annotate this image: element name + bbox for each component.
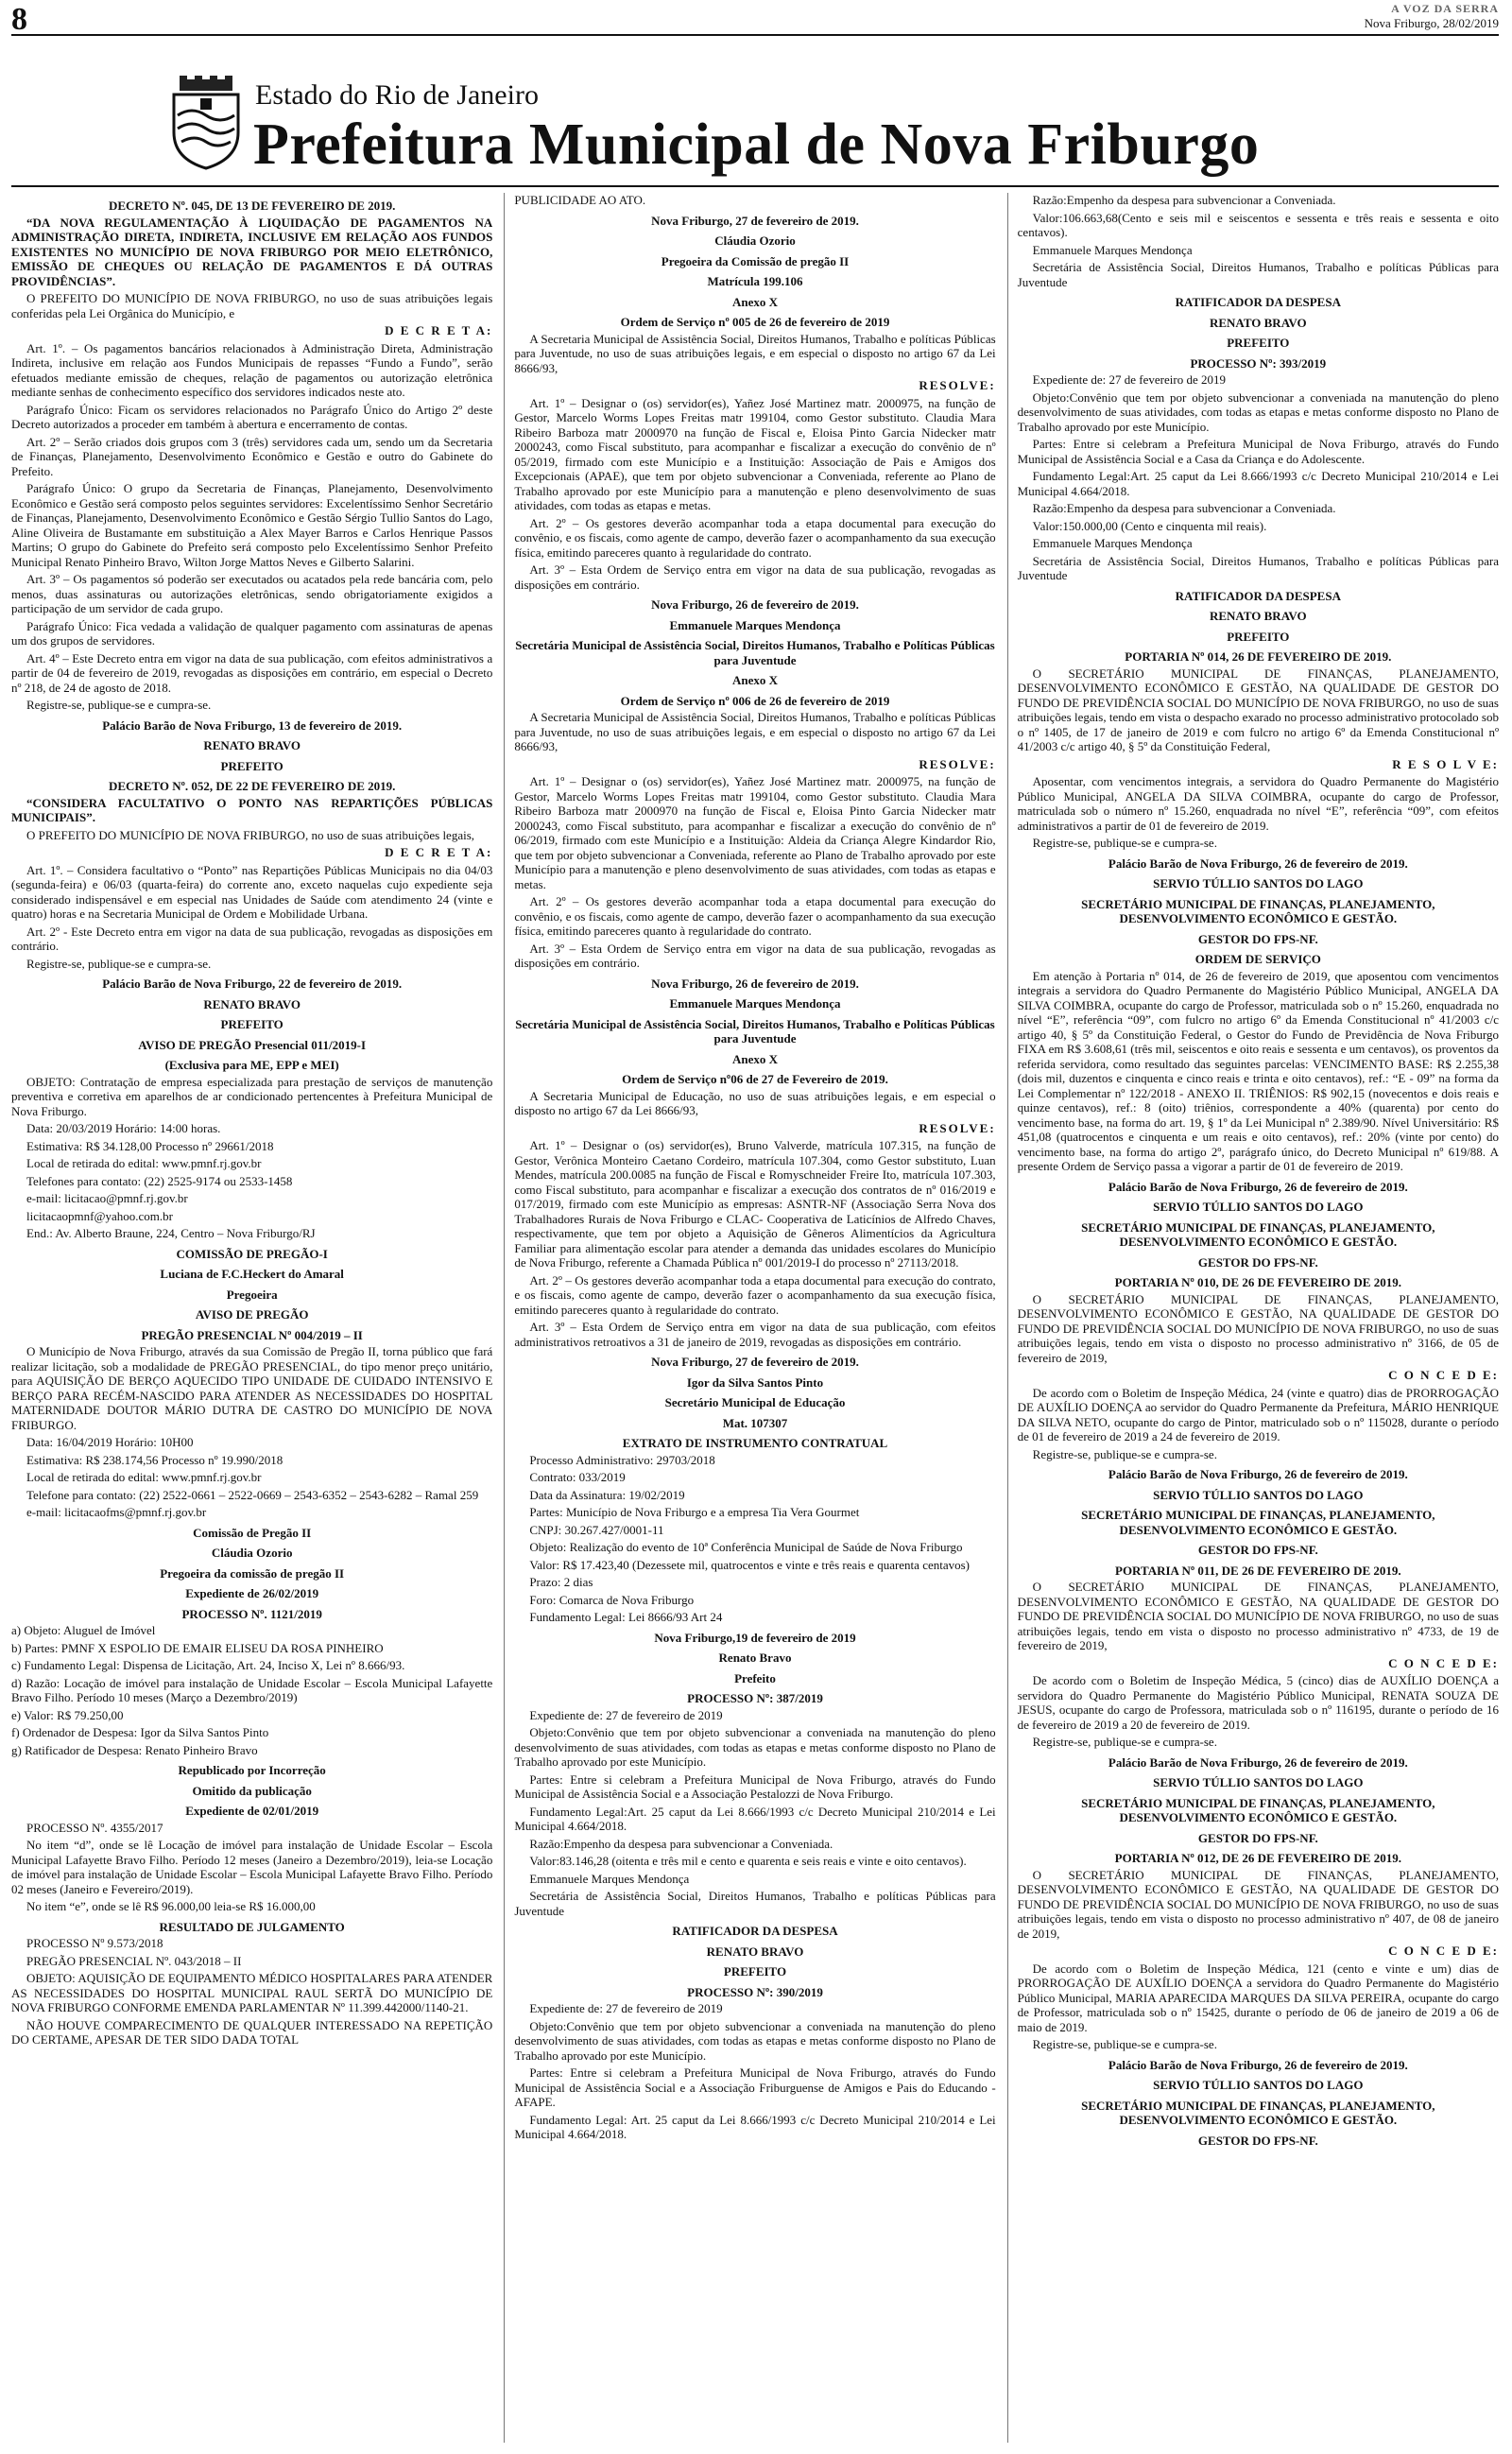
heading-line: D E C R E T A: [385,845,493,859]
heading-line: Emmanuele Marques Mendonça [669,617,841,632]
heading-line: Igor da Silva Santos Pinto [686,1374,824,1390]
paragraph: Art. 3º – Esta Ordem de Serviço entra em vigor na data de sua publicação, revogadas as disposições em contrário. [514,941,996,970]
paragraph: Objeto:Convênio que tem por objeto subvencionar a conveniada na manutenção do pleno desenvolvimento de suas atividades, com todas as etapas e metas conforme disposto no Plano de Trabalho aprovado por este Município. [514,2018,996,2063]
heading-line: SECRETÁRIO MUNICIPAL DE FINANÇAS, PLANEJAMENTO, DESENVOLVIMENTO ECONÔMICO E GESTÃO. [1081,2098,1435,2127]
heading-line: GESTOR DO FPS-NF. [1197,1543,1318,1557]
paragraph: Registre-se, publique-se e cumpra-se. [1032,2037,1217,2051]
paragraph: e-mail: licitacaofms@pmnf.rj.gov.br [26,1505,207,1519]
heading-line: PROCESSO Nº. 1121/2019 [181,1606,322,1621]
heading-line: Anexo X [731,673,778,687]
columns [11,193,1499,2443]
heading-line: D E C R E T A: [385,323,493,337]
paragraph: De acordo com o Boletim de Inspeção Médica, 121 (cento e vinte e um) dias de PRORROGAÇÃO DE AUXÍLIO DOENÇA a servidora do Quadro Permanente do Magistério Público Municipal, MARIA APARECIDA MARQUES DA SILVA PEREIRA, ocupante do cargo de Professor, matriculada sob o nº 15425, durante o período de 06 de janeiro de 2019 a 06 de maio de 2019. [1017,1961,1499,2034]
paragraph: e-mail: licitacao@pmnf.rj.gov.br [26,1191,188,1205]
paragraph: A Secretaria Municipal de Assistência Social, Direitos Humanos, Trabalho e políticas Públicas para Juventude, no uso de suas atribuições legais, e em especial o disposto no artigo 67 da Lei 8666/93, [514,710,996,753]
coat-of-arms-icon [168,76,244,170]
heading-line: Palácio Barão de Nova Friburgo, 26 de fevereiro de 2019. [1108,855,1408,871]
heading-line: SERVIO TÚLLIO SANTOS DO LAGO [1153,1775,1364,1789]
heading-line: Mat. 107307 [722,1415,788,1430]
paragraph: Art. 2º – Os gestores deverão acompanhar toda a etapa documental para execução do contrato, e os fiscais, como agente de campo, deverão fazer o acompanhamento da sua execução física, emitindo pareceres quanto à regularidade do contrato. [514,1272,996,1317]
paragraph: Art. 4º – Este Decreto entra em vigor na data de sua publicação, com efeitos administrativos a partir de 04 de fevereiro de 2019, revogadas as disposições em contrário, em especial o Decreto nº 218, de 24 de agosto de 2018. [11,650,493,695]
paragraph: Partes: Entre si celebram a Prefeitura Municipal de Nova Friburgo, através do Fundo Municipal de Assistência Social e a Associação Pestalozzi de Nova Friburgo. [514,1771,996,1801]
paragraph: PROCESSO Nº. 4355/2017 [26,1820,163,1835]
paragraph: O PREFEITO DO MUNICÍPIO DE NOVA FRIBURGO, no uso de suas atribuições legais conferidas pela Lei Orgânica do Município, e [11,291,493,320]
paragraph: Art. 1º – Designar o (os) servidor(es), Bruno Valverde, matrícula 107.315, na função de Gestor, Verônica Monteiro Caetano Cordeiro, matrícula 107.304, como Gestor substituto, Luan Mendes, matrícula 200.0085 na função de Fiscal e Romyschneider Freire Ito, matrícula 107.303, como Fiscal substituto, para acompanhar e fiscalizar a execução dos contratos de nº 016/2019 e 017/2019, firmado com este Município as empresas: ASNTR-NF (Associação Serra Nova dos Trabalhadores Rurais de Nova Friburgo e CLAC- Cooperativa de Laticínios de Alfredo Chaves, respectivamente, que tem por objeto a Aquisição de Gêneros Alimentícios da Agricultura Familiar para alimentação escolar para atender a demanda das unidades escolares do Município de Nova Friburgo, referente a Chamada Pública nº 001/2019-I do processo nº 27113/2018. [514,1138,996,1270]
paragraph: De acordo com o Boletim de Inspeção Médica, 5 (cinco) dias de AUXÍLIO DOENÇA a servidora do Quadro Permanente do Magistério Público Municipal, RENATA SOUZA DE JESUS, ocupante do cargo de Professora, matriculada sob o nº 116195, durante o período de 16 de fevereiro de 2019 a 20 de fevereiro de 2019. [1017,1673,1499,1732]
heading-line: Nova Friburgo, 26 de fevereiro de 2019. [651,597,859,612]
paragraph: e) Valor: R$ 79.250,00 [11,1707,124,1722]
heading-line: PORTARIA Nº 014, 26 DE FEVEREIRO DE 2019. [1125,649,1392,664]
heading-line: AVISO DE PREGÃO Presencial 011/2019-I [138,1037,367,1052]
paragraph: Telefones para contato: (22) 2525-9174 ou 2533-1458 [26,1173,293,1188]
heading-line: RENATO BRAVO [1209,609,1307,623]
paragraph: Local de retirada do edital: www.pmnf.rj.gov.br [26,1470,262,1484]
paragraph: Telefone para contato: (22) 2522-0661 – 2522-0669 – 2543-6352 – 2543-6282 – Ramal 259 [26,1487,479,1502]
heading-line: C O N C E D E: [1388,1655,1499,1670]
paragraph: A Secretaria Municipal de Educação, no uso de suas atribuições legais, e em especial o disposto no artigo 67 da Lei 8666/93, [514,1088,996,1117]
heading-line: PORTARIA Nº 010, DE 26 DE FEVEREIRO DE 2019. [1114,1275,1401,1289]
heading-line: Prefeito [734,1670,776,1685]
heading-line: GESTOR DO FPS-NF. [1197,1830,1318,1845]
heading-line: Nova Friburgo,19 de fevereiro de 2019 [654,1630,856,1645]
heading-line: Anexo X [731,1051,778,1066]
heading-line: Nova Friburgo, 27 de fevereiro de 2019. [651,213,859,228]
heading-line: Ordem de Serviço nº 006 de 26 de fevereiro de 2019 [620,693,890,708]
heading-line: Omitido da publicação [192,1783,312,1798]
heading-line: RENATO BRAVO [1209,315,1307,330]
paragraph: Razão:Empenho da despesa para subvencionar a Conveniada. [1032,193,1336,207]
paragraph: Expediente de: 27 de fevereiro de 2019 [529,1707,723,1722]
heading-line: Palácio Barão de Nova Friburgo, 13 de fevereiro de 2019. [102,717,403,733]
header-rule [11,185,1499,187]
paragraph: Art. 2º – Os gestores deverão acompanhar toda a etapa documental para execução do convênio, e os fiscais, como agente de campo, deverão fazer o acompanhamento da sua execução física, emitindo pareceres quanto à regularidade do contrato. [514,894,996,938]
state-name: Estado do Rio de Janeiro [255,79,539,111]
paragraph: Emmanuele Marques Mendonça [1032,242,1193,257]
paragraph: Secretária de Assistência Social, Direitos Humanos, Trabalho e políticas Públicas para Juventude [514,1889,996,1918]
heading-line: Palácio Barão de Nova Friburgo, 26 de fevereiro de 2019. [1108,1754,1408,1770]
paragraph: Valor: R$ 17.423,40 (Dezessete mil, quatrocentos e vinte e três reais e quarenta centavos) [529,1557,970,1572]
paragraph: O Município de Nova Friburgo, através da sua Comissão de Pregão II, torna público que fará realizar licitação, sob a modalidade de PREGÃO PRESENCIAL, do tipo menor preço unitário, para AQUISIÇÃO DE BERÇO AQUECIDO TIPO UNIDADE DE CUIDADO INTENSIVO E BERÇO PARA RECÉM-NASCIDO PARA ATENDER AS NECESSIDADES DO HOSPITAL MATERNIDADE DOUTOR MÁRIO DUTRA DE CASTRO DO MUNICÍPIO DE NOVA FRIBURGO. [11,1344,493,1432]
heading-line: PREFEITO [220,758,284,773]
paragraph: Registre-se, publique-se e cumpra-se. [26,956,212,971]
paragraph: Art. 2º - Este Decreto entra em vigor na data de sua publicação, revogadas as disposições em contrário. [11,924,493,953]
heading-line: RATIFICADOR DA DESPESA [1175,295,1341,309]
paragraph: Registre-se, publique-se e cumpra-se. [26,698,212,712]
paragraph: PUBLICIDADE AO ATO. [514,193,646,207]
heading-line: Secretária Municipal de Assistência Social, Direitos Humanos, Trabalho e Políticas Públicas para Juventude [515,638,995,667]
paragraph: Valor:106.663,68(Cento e seis mil e seiscentos e sessenta e três reais e sessenta e oito centavos). [1017,210,1499,239]
paragraph: O SECRETÁRIO MUNICIPAL DE FINANÇAS, PLANEJAMENTO, DESENVOLVIMENTO ECONÔMICO E GESTÃO, NA QUALIDADE DE GESTOR DO FUNDO DE PREVIDÊNCIA SOCIAL DO MUNICÍPIO DE NOVA FRIBURGO, no uso de suas atribuições legais, tendo em vista o despacho exarado no processo administrativo protocolado sob o nº 1405, de 17 de janeiro de 2019 e com fulcro no artigo 6º da Emenda Constitucional nº 41/2003 c/c artigo 40, § 5º da Constituição Federal, [1017,665,1499,753]
heading-line: Anexo X [731,294,778,309]
heading-line: SECRETÁRIO MUNICIPAL DE FINANÇAS, PLANEJAMENTO, DESENVOLVIMENTO ECONÔMICO E GESTÃO. [1081,896,1435,925]
heading-line: ORDEM DE SERVIÇO [1194,952,1321,966]
paragraph: Valor:150.000,00 (Cento e cinquenta mil reais). [1032,518,1267,533]
heading-line: PORTARIA Nº 012, DE 26 DE FEVEREIRO DE 2019. [1114,1851,1401,1865]
paragraph: Fundamento Legal:Art. 25 caput da Lei 8.666/1993 c/c Decreto Municipal 210/2014 e Lei Municipal 4.664/2018. [514,1804,996,1833]
paragraph: Art. 3º – Esta Ordem de Serviço entra em vigor na data de sua publicação, com efeitos administrativos retroativos a 31 de janeiro de 2019, revogadas as disposições em contrário. [514,1320,996,1349]
paragraph: b) Partes: PMNF X ESPOLIO DE EMAIR ELISEU DA ROSA PINHEIRO [11,1640,384,1655]
heading-line: R E S O L V E: [1392,756,1499,771]
paragraph: OBJETO: Contratação de empresa especializada para prestação de serviços de manutenção preventiva e corretiva em aparelhos de ar condicionado pertencentes à Prefeitura Municipal de Nova Friburgo. [11,1074,493,1118]
heading-line: SERVIO TÚLLIO SANTOS DO LAGO [1153,876,1364,890]
paragraph: De acordo com o Boletim de Inspeção Médica, 24 (vinte e quatro) dias de PRORROGAÇÃO DE AUXÍLIO DOENÇA ao servidor do Quadro Permanente da Prefeitura, MÁRIO HENRIQUE DA SILVA NETO, ocupante do cargo de Pintor, matriculado sob o nº 115028, durante o período de 01 de fevereiro de 2019 a 24 de fevereiro de 2019. [1017,1385,1499,1443]
paragraph: PREGÃO PRESENCIAL Nº. 043/2018 – II [26,1953,242,1968]
heading-line: PREFEITO [220,1017,284,1031]
column-2 [504,193,995,2443]
heading-line: DECRETO Nº. 052, DE 22 DE FEVEREIRO DE 2019. [108,779,396,793]
paragraph: Emmanuele Marques Mendonça [529,1871,690,1886]
paragraph: Art. 1º – Designar o (os) servidor(es), Yañez José Martinez matr. 2000975, na função de Gestor, Marcelo Worms Lopes Freitas matr 199104, como Gestor substituto. Claudia Mara Ribeiro Barboza matr 2000970 na função de Fiscal e, Eloisa Pinto Garcia Nidecker matr 2000243, como Fiscal substituto, para acompanhar e fiscalizar a execução do convênio de nº 05/2019, firmado com este Município e a Instituição: Associação de Pais e Amigos dos Excepcionais (APAE), que tem por objeto subvencionar a Conveniada, referente ao Plano de Trabalho aprovado por este Município para a manutenção e pleno desenvolvimento de suas atividades, com todas as etapas e metas. [514,395,996,512]
heading-line: Palácio Barão de Nova Friburgo, 22 de fevereiro de 2019. [102,976,403,991]
paragraph: O SECRETÁRIO MUNICIPAL DE FINANÇAS, PLANEJAMENTO, DESENVOLVIMENTO ECONÔMICO E GESTÃO, NA QUALIDADE DE GESTOR DO FUNDO DE PREVIDÊNCIA SOCIAL DO MUNICÍPIO DE NOVA FRIBURGO, no uso de suas atribuições legais, tendo em vista o disposto no processo administrativo nº 407, de 08 de janeiro de 2019, [1017,1867,1499,1941]
paragraph: NÃO HOUVE COMPARECIMENTO DE QUALQUER INTERESSADO NA REPETIÇÃO DO CERTAME, APESAR DE TER SIDO DADA TOTAL [11,2017,493,2047]
heading-line: Nova Friburgo, 27 de fevereiro de 2019. [651,1355,859,1369]
heading-line: Expediente de 02/01/2019 [185,1804,319,1818]
paragraph: Aposentar, com vencimentos integrais, a servidora do Quadro Permanente do Magistério Público Municipal, ANGELA DA SILVA COIMBRA, ocupante do cargo de Professor, matriculada sob o número nº 15.260, enquadrada no nível “E”, referência “09”, com efeitos administrativos a partir de 01 de fevereiro de 2019. [1017,774,1499,833]
paragraph: Objeto:Convênio que tem por objeto subvencionar a conveniada na manutenção do pleno desenvolvimento de suas atividades, com todas as etapas e metas conforme disposto no Plano de Trabalho aprovado por este Município. [514,1725,996,1769]
heading-line: SECRETÁRIO MUNICIPAL DE FINANÇAS, PLANEJAMENTO, DESENVOLVIMENTO ECONÔMICO E GESTÃO. [1081,1795,1435,1824]
paragraph: Objeto:Convênio que tem por objeto subvencionar a conveniada na manutenção do pleno desenvolvimento de suas atividades, com todas as etapas e metas conforme disposto no Plano de Trabalho aprovado por este Município. [1017,389,1499,434]
newspaper-name: A VOZ DA SERRA [1391,2,1499,15]
paragraph: Objeto: Realização do evento de 10ª Conferência Municipal de Saúde de Nova Friburgo [529,1540,963,1554]
paragraph: OBJETO: AQUISIÇÃO DE EQUIPAMENTO MÉDICO HOSPITALARES PARA ATENDER AS NECESSIDADES DO HOSPITAL MUNICIPAL RAUL SERTÃ DO MUNICÍPIO DE NOVA FRIBURGO CONFORME EMENDA PARLAMENTAR Nº 11.399.442000/1140-21. [11,1971,493,2014]
masthead [1365,2,1499,30]
paragraph: Art. 1º. – Considera facultativo o “Ponto” nas Repartições Públicas Municipais no dia 04/03 (segunda-feira) e 06/03 (quarta-feira) do corrente ano, exceto naquelas cujo expediente seja considerado indispensável e em especial nas Unidades de Saúde com atendimento 24 (vinte e quatro) horas e na Secretaria Municipal de Ordem e Mobilidade Urbana. [11,862,493,921]
heading-line: RESOLVE: [919,756,996,771]
heading-line: Secretária Municipal de Assistência Social, Direitos Humanos, Trabalho e Políticas Públicas para Juventude [515,1016,995,1046]
paragraph: Secretária de Assistência Social, Direitos Humanos, Trabalho e políticas Públicas para Juventude [1017,260,1499,289]
paragraph: g) Ratificador de Despesa: Renato Pinheiro Bravo [11,1742,258,1757]
heading-line: RESOLVE: [919,1120,996,1135]
heading-line: Palácio Barão de Nova Friburgo, 26 de fevereiro de 2019. [1108,1467,1408,1481]
paragraph: Parágrafo Único: Ficam os servidores relacionados no Parágrafo Único do Artigo 2º deste Decreto autorizados a proceder em também à abertura e encerramento de contas. [11,402,493,431]
heading-line: RATIFICADOR DA DESPESA [1175,588,1341,603]
heading-line: PROCESSO Nº: 387/2019 [687,1691,823,1705]
column-3 [1007,193,1499,2443]
heading-line: PREGÃO PRESENCIAL Nº 004/2019 – II [141,1327,363,1342]
heading-line: SERVIO TÚLLIO SANTOS DO LAGO [1153,2078,1364,2092]
heading-line: Nova Friburgo, 26 de fevereiro de 2019. [651,976,859,991]
heading-line: Republicado por Incorreção [178,1763,326,1777]
dateline: Nova Friburgo, 28/02/2019 [1364,16,1499,30]
heading-line: Pregoeira da comissão de pregão II [160,1565,345,1581]
heading-line: C O N C E D E: [1388,1368,1499,1382]
heading-line: RENATO BRAVO [706,1944,804,1959]
heading-line: GESTOR DO FPS-NF. [1197,931,1318,946]
paragraph: a) Objeto: Aluguel de Imóvel [11,1623,156,1637]
paragraph: Foro: Comarca de Nova Friburgo [529,1592,695,1607]
page-number: 8 [11,2,27,37]
heading-line: PROCESSO Nº: 390/2019 [687,1984,823,1999]
heading-line: Palácio Barão de Nova Friburgo, 26 de fevereiro de 2019. [1108,1179,1408,1194]
paragraph: c) Fundamento Legal: Dispensa de Licitação, Art. 24, Inciso X, Lei nº 8.666/93. [11,1658,405,1672]
paragraph: Razão:Empenho da despesa para subvencionar a Conveniada. [1032,501,1336,515]
paragraph: O PREFEITO DO MUNICÍPIO DE NOVA FRIBURGO, no uso de suas atribuições legais, [26,827,475,842]
paragraph: Art. 1º. – Os pagamentos bancários relacionados à Administração Direta, Administração Indireta, inclusive em relação aos Fundos Municipais de repasses “Fundo a Fundo”, serão efetuados mediante emissão de cheques, relação de pagamentos ou autorização eletrônica mediante senhas de conhecimento específico dos servidores indicados neste ato. [11,340,493,399]
heading-line: PREFEITO [1227,336,1290,350]
heading-line: RATIFICADOR DA DESPESA [672,1924,838,1938]
heading-line: COMISSÃO DE PREGÃO-I [176,1246,328,1261]
paragraph: O SECRETÁRIO MUNICIPAL DE FINANÇAS, PLANEJAMENTO, DESENVOLVIMENTO ECONÔMICO E GESTÃO, NA QUALIDADE DE GESTOR DO FUNDO DE PREVIDÊNCIA SOCIAL DO MUNICÍPIO DE NOVA FRIBURGO, no uso de suas atribuições legais, tendo em vista o disposto no processo administrativo nº 3166, de 05 de fevereiro de 2019, [1017,1291,1499,1365]
heading-line: SERVIO TÚLLIO SANTOS DO LAGO [1153,1200,1364,1214]
paragraph: Expediente de: 27 de fevereiro de 2019 [529,2001,723,2015]
paragraph: Prazo: 2 dias [529,1575,593,1589]
heading-line: PREFEITO [1227,629,1290,644]
paragraph: Parágrafo Único: Fica vedada a validação de qualquer pagamento com assinaturas de apenas um dos grupos de servidores. [11,618,493,648]
paragraph: Secretária de Assistência Social, Direitos Humanos, Trabalho e políticas Públicas para Juventude [1017,553,1499,582]
paragraph: Fundamento Legal: Art. 25 caput da Lei 8.666/1993 c/c Decreto Municipal 210/2014 e Lei Municipal 4.664/2018. [514,2112,996,2141]
paragraph: Em atenção à Portaria nº 014, de 26 de fevereiro de 2019, que aposentou com vencimentos integrais a servidora do Quadro Permanente do Magistério Público Municipal, ANGELA DA SILVA COIMBRA, ocupante do cargo de Professor, matriculada sob o nº 15.260, enquadrada no nível “E”, referência “09”, com fulcro no artigo 6º da Emenda Constitucional nº 41/2003 c/c artigo 40, § 5º da Constituição Federal, o Gestor do Fundo de Previdência de Nova Friburgo FIXA em R$ 3.608,61 (três mil, seiscentos e oito reais e sessenta e um centavos), os proventos da referida servidora, como resultado das seguintes parcelas: VENCIMENTO BASE: R$ 2.255,38 (dois mil, duzentos e cinquenta e cinco reais e trinta e oito centavos), ref.: “E - 09” na forma da Lei Complementar nº 122/2018 - ANEXO II. TRIÊNIOS: R$ 902,15 (novecentos e dois reais e quinze centavos), ref.: 8 (oito) triênios, correspondente a 40% (quarenta) por cento do vencimento base, na forma do art. 19, § 1º da Lei Municipal nº 2.389/90. Nível Universitário: R$ 451,08 (quatrocentos e cinquenta e um reais e oito centavos), ref.: 20% (vinte por cento) do vencimento base, na forma do artigo 2º, parágrafo único, do Decreto Municipal nº 619/88. A presente Ordem de Serviço passa a vigorar a partir de 01 de fevereiro de 2019. [1017,968,1499,1173]
paragraph: “DA NOVA REGULAMENTAÇÃO À LIQUIDAÇÃO DE PAGAMENTOS NA ADMINISTRAÇÃO DIRETA, INDIRETA, INCLUSIVE EM RELAÇÃO AOS FUNDOS EXISTENTES NO MUNICÍPIO DE NOVA FRIBURGO POR MEIO ELETRÔNICO, EMISSÃO DE CHEQUES OU RELAÇÃO DE PAGAMENTOS E DÁ OUTRAS PROVIDÊNCIAS”. [11,215,493,288]
paragraph: Data da Assinatura: 19/02/2019 [529,1487,685,1502]
paragraph: Art. 3º – Esta Ordem de Serviço entra em vigor na data de sua publicação, revogadas as disposições em contrário. [514,562,996,592]
paragraph: Emmanuele Marques Mendonça [1032,536,1193,550]
paragraph: Estimativa: R$ 238.174,56 Processo nº 19.990/2018 [26,1452,284,1467]
heading-line: PREFEITO [723,1964,787,1979]
paragraph: Estimativa: R$ 34.128,00 Processo nº 29661/2018 [26,1138,274,1153]
paragraph: Fundamento Legal:Art. 25 caput da Lei 8.666/1993 c/c Decreto Municipal 210/2014 e Lei Municipal 4.664/2018. [1017,469,1499,498]
column-1 [11,193,492,2443]
heading-line: Cláudia Ozorio [714,233,796,248]
paragraph: Processo Administrativo: 29703/2018 [529,1452,715,1467]
paragraph: Art. 3º – Os pagamentos só poderão ser executados ou acatados pela rede bancária com, pelo menos, duas assinaturas ou autorizações eletrônicas, sendo obrigatoriamente exigidos a participação de um servidor de cada grupo. [11,572,493,615]
heading-line: GESTOR DO FPS-NF. [1197,2133,1318,2148]
paragraph: CNPJ: 30.267.427/0001-11 [529,1522,664,1537]
paragraph: Art. 1º – Designar o (os) servidor(es), Yañez José Martinez matr. 2000975, na função de Gestor, Marcelo Worms Lopes Freitas matr 199104, como Gestor substituto. Claudia Mara Ribeiro Barboza matr 2000970 na função de Fiscal e, Eloisa Pinto Garcia Nidecker matr 2000243, como Fiscal substituto, para acompanhar e fiscalizar a execução do convênio de nº 06/2019, firmado com este Município e a Instituição: Aldeia da Criança Alegre Kindardor Rio, que tem por objeto subvencionar a Conveniada, referente ao Plano de Trabalho aprovado por este Município para a manutenção e pleno desenvolvimento de suas atividades, com todas as etapas e metas. [514,774,996,891]
paragraph: f) Ordenador de Despesa: Igor da Silva Santos Pinto [11,1725,269,1739]
paragraph: Registre-se, publique-se e cumpra-se. [1032,836,1217,850]
heading-line: Pregoeira da Comissão de pregão II [661,253,850,268]
heading-line: GESTOR DO FPS-NF. [1197,1254,1318,1270]
heading-line: C O N C E D E: [1388,1944,1499,1958]
paragraph: d) Razão: Locação de imóvel para instalação de Unidade Escolar – Escola Municipal Lafayette Bravo Filho. Período 10 meses (Março a Dezembro/2019) [11,1675,493,1704]
heading-line: Matrícula 199.106 [707,274,803,288]
paragraph: End.: Av. Alberto Braune, 224, Centro – Nova Friburgo/RJ [26,1226,316,1240]
heading-line: Pregoeira [226,1287,278,1302]
paragraph: Local de retirada do edital: www.pmnf.rj.gov.br [26,1156,262,1170]
paragraph: Valor:83.146,28 (oitenta e três mil e cento e quarenta e seis reais e vinte e oito centavos). [529,1854,967,1868]
paragraph: No item “d”, onde se lê Locação de imóvel para instalação de Unidade Escolar – Escola Municipal Lafayette Bravo Filho. Período 12 meses (Janeiro a Dezembro/2019), leia-se Locação de imóvel para instalação de Unidade Escolar – Escola Municipal Lafayette Bravo Filho. Período 02 meses (Janeiro e Fevereiro/2019). [11,1838,493,1896]
paragraph: licitacaopmnf@yahoo.com.br [26,1208,173,1223]
heading-line: Secretário Municipal de Educação [664,1395,846,1409]
heading-line: PROCESSO Nº: 393/2019 [1190,355,1327,371]
paragraph: O SECRETÁRIO MUNICIPAL DE FINANÇAS, PLANEJAMENTO, DESENVOLVIMENTO ECONÔMICO E GESTÃO, NA QUALIDADE DE GESTOR DO FUNDO DE PREVIDÊNCIA SOCIAL DO MUNICÍPIO DE NOVA FRIBURGO, no uso de suas atribuições legais, tendo em vista o disposto no processo administrativo nº 4733, de 19 de fevereiro de 2019, [1017,1580,1499,1652]
heading-line: EXTRATO DE INSTRUMENTO CONTRATUAL [622,1436,888,1450]
heading-line: AVISO DE PREGÃO [195,1307,309,1322]
heading-line: SECRETÁRIO MUNICIPAL DE FINANÇAS, PLANEJAMENTO, DESENVOLVIMENTO ECONÔMICO E GESTÃO. [1081,1219,1435,1249]
paragraph: Contrato: 033/2019 [529,1470,626,1484]
heading-line: Palácio Barão de Nova Friburgo, 26 de fevereiro de 2019. [1108,2057,1408,2072]
heading-line: DECRETO Nº. 045, DE 13 DE FEVEREIRO DE 2019. [108,199,396,213]
paragraph: Data: 16/04/2019 Horário: 10H00 [26,1435,194,1449]
paragraph: Data: 20/03/2019 Horário: 14:00 horas. [26,1121,221,1135]
heading-line: RENATO BRAVO [203,996,301,1011]
paragraph: A Secretaria Municipal de Assistência Social, Direitos Humanos, Trabalho e políticas Públicas para Juventude, no uso de suas atribuições legais, e em especial o disposto no artigo 67 da Lei 8666/93, [514,331,996,375]
paragraph: Registre-se, publique-se e cumpra-se. [1032,1735,1217,1749]
paragraph: Parágrafo Único: O grupo da Secretaria de Finanças, Planejamento, Desenvolvimento Econômico e Gestão será composto pelos seguintes servidores: Excelentíssimo Senhor Secretário de Finanças, Planejamento, Desenvolvimento Econômico e Gestão Sérgio Tullio Santos do Lago, Aline Oliveira de Bustamante em substituição a Alex Mayer Barros e Carlos Henrique Passos Martins; O grupo do Gabinete do Prefeito será composto pelo Excelentíssimo Senhor Prefeito Municipal Renato Pinheiro Bravo, Wilton Jorge Mattos Neves e Gilberto Salarini. [11,481,493,569]
top-rule [11,34,1499,36]
paragraph: Partes: Entre si celebram a Prefeitura Municipal de Nova Friburgo, através do Fundo Municipal de Assistência Social e a Associação Friburguense de Amigos e Pais do Educando - AFAPE. [514,2065,996,2109]
heading-line: RENATO BRAVO [203,738,301,752]
heading-line: SECRETÁRIO MUNICIPAL DE FINANÇAS, PLANEJAMENTO, DESENVOLVIMENTO ECONÔMICO E GESTÃO. [1081,1508,1435,1537]
paragraph: Expediente de: 27 de fevereiro de 2019 [1032,372,1226,387]
heading-line: PORTARIA Nº 011, DE 26 DE FEVEREIRO DE 2019. [1115,1563,1401,1578]
paragraph: Partes: Município de Nova Friburgo e a empresa Tia Vera Gourmet [529,1505,860,1519]
paragraph: Razão:Empenho da despesa para subvencionar a Conveniada. [529,1836,833,1851]
heading-line: RESOLVE: [919,378,996,392]
paragraph: Art. 2º – Serão criados dois grupos com 3 (três) servidores cada um, sendo um da Secretaria de Finanças, Planejamento, Desenvolvimento Econômico e Gestão e outro do Gabinete do Prefeito. [11,434,493,478]
heading-line: Emmanuele Marques Mendonça [669,996,841,1011]
paragraph: Partes: Entre si celebram a Prefeitura Municipal de Nova Friburgo, através do Fundo Municipal de Assistência Social e a Casa da Criança e do Adolescente. [1017,437,1499,466]
heading-line: Cláudia Ozorio [211,1546,293,1560]
heading-line: (Exclusiva para ME, EPP e MEI) [164,1058,339,1072]
heading-line: Luciana de F.C.Heckert do Amaral [160,1267,344,1281]
heading-line: Comissão de Pregão II [193,1525,312,1540]
heading-line: Renato Bravo [718,1650,792,1665]
page-title: Prefeitura Municipal de Nova Friburgo [253,112,1260,177]
paragraph: Fundamento Legal: Lei 8666/93 Art 24 [529,1610,723,1624]
paragraph: PROCESSO Nº 9.573/2018 [26,1936,163,1950]
heading-line: Ordem de Serviço nº 005 de 26 de fevereiro de 2019 [620,315,890,329]
heading-line: Expediente de 26/02/2019 [185,1586,319,1600]
heading-line: SERVIO TÚLLIO SANTOS DO LAGO [1153,1487,1364,1502]
paragraph: “CONSIDERA FACULTATIVO O PONTO NAS REPARTIÇÕES PÚBLICAS MUNICIPAIS”. [11,795,493,824]
heading-line: Ordem de Serviço nº06 de 27 de Fevereiro de 2019. [622,1072,888,1086]
paragraph: Art. 2º – Os gestores deverão acompanhar toda a etapa documental para execução do convênio, e os fiscais, como agente de campo, deverão fazer o acompanhamento da sua execução física, emitindo pareceres quanto à regularidade do contrato. [514,515,996,560]
heading-line: RESULTADO DE JULGAMENTO [159,1919,345,1934]
paragraph: Registre-se, publique-se e cumpra-se. [1032,1446,1217,1461]
paragraph: No item “e”, onde se lê R$ 96.000,00 leia-se R$ 16.000,00 [26,1899,316,1913]
